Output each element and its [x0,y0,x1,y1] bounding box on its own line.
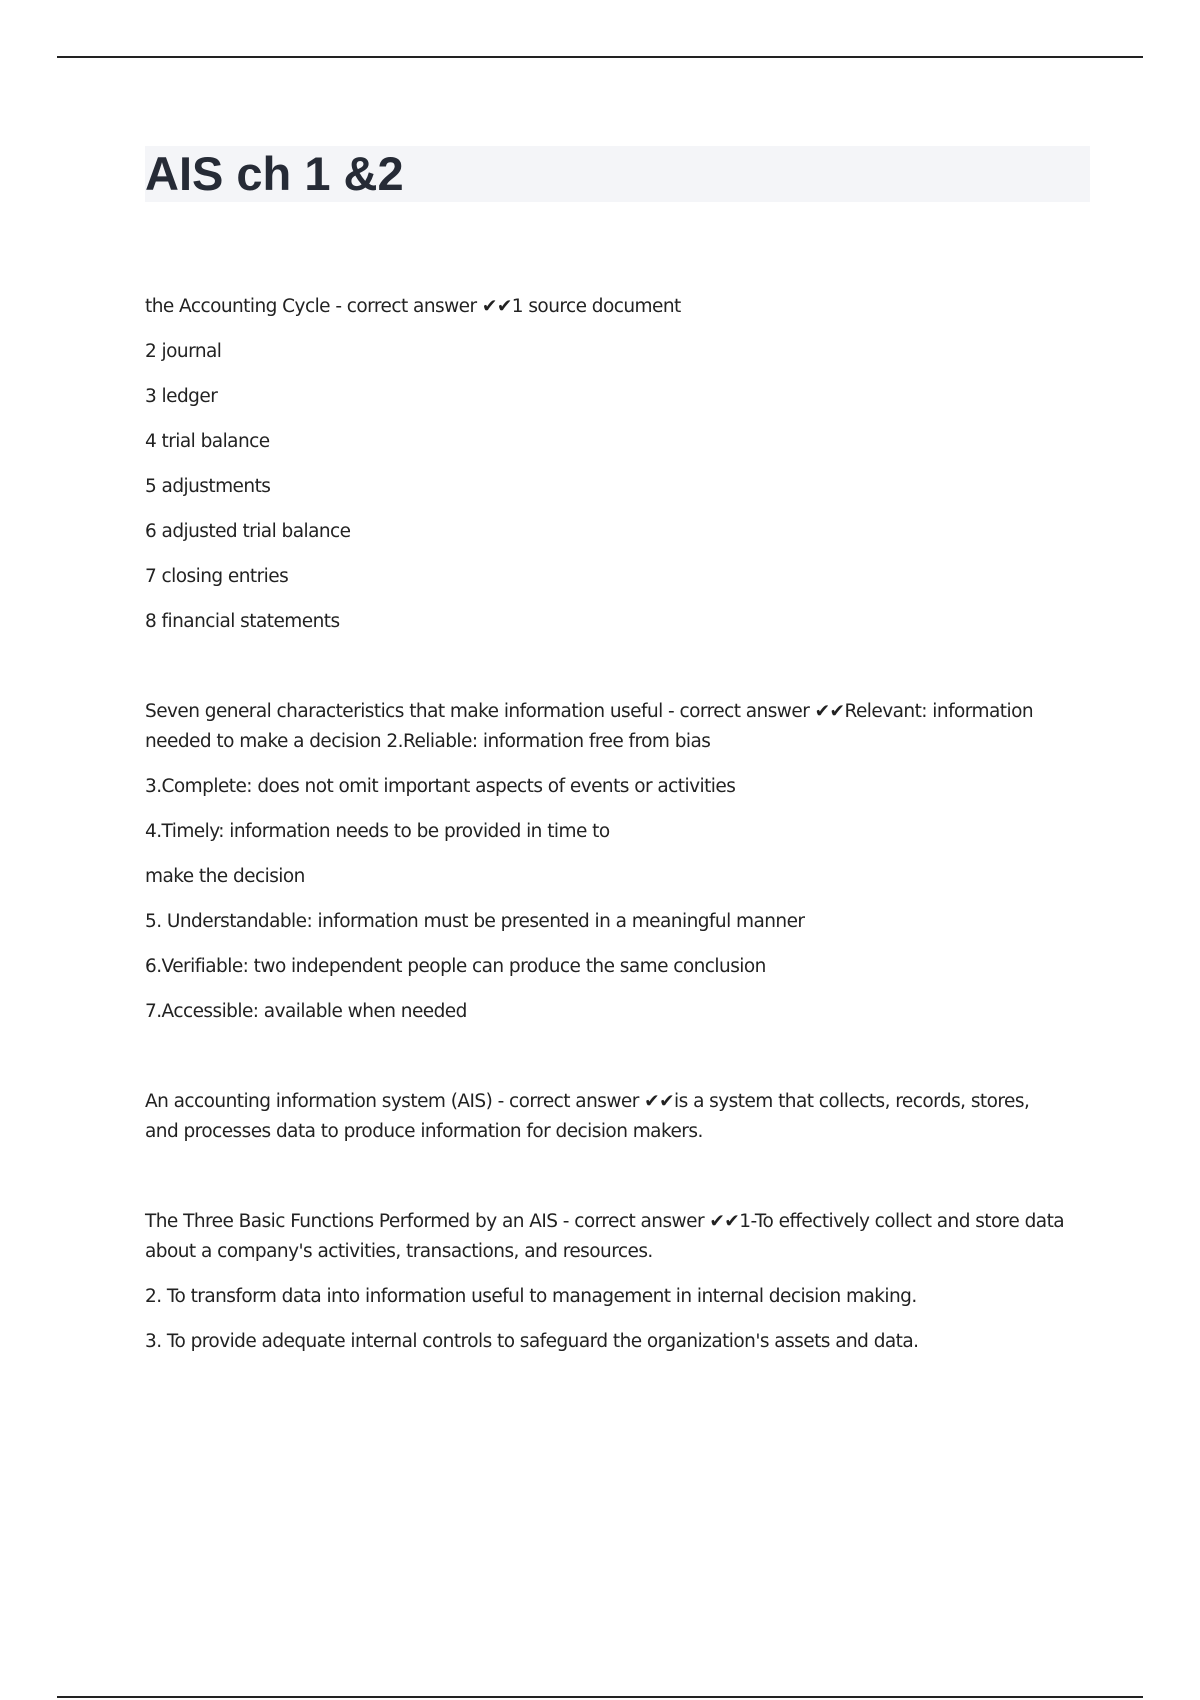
entry-line: An accounting information system (AIS) - correct answer ✔✔is a system that collects, records, stores, and processes data to produce information for decision makers. [145,1091,1030,1142]
entry-line: 7.Accessible: available when needed [145,1001,467,1022]
entry-line: 5 adjustments [145,476,271,497]
entry-line: the Accounting Cycle - correct answer ✔✔1 source document [145,296,681,317]
entry-line: 8 financial statements [145,611,340,632]
page-title: AIS ch 1 &2 [145,147,404,200]
document-body [145,292,1065,1357]
entry-spacer [145,1027,1065,1087]
top-rule [57,56,1143,58]
qa-entry-accounting-cycle [145,292,1065,637]
entry-line: The Three Basic Functions Performed by an AIS - correct answer ✔✔1-To effectively collect and store data about a company's activities, transactions, and resources. [145,1211,1065,1262]
entry-line: 7 closing entries [145,566,289,587]
entry-line: 2 journal [145,341,222,362]
entry-line: Seven general characteristics that make information useful - correct answer ✔✔Relevant: information needed to make a decision 2.Reliable: information free from bias [145,701,1034,752]
entry-line: 4 trial balance [145,431,270,452]
entry-line: 3 ledger [145,386,218,407]
entry-line: 6 adjusted trial balance [145,521,351,542]
entry-line: 3. To provide adequate internal controls to safeguard the organization's assets and data. [145,1331,919,1352]
entry-line: 2. To transform data into information useful to management in internal decision making. [145,1286,917,1307]
entry-spacer [145,1147,1065,1207]
entry-line: 5. Understandable: information must be presented in a meaningful manner [145,911,805,932]
entry-line: 6.Verifiable: two independent people can produce the same conclusion [145,956,766,977]
entry-line: make the decision [145,866,305,887]
qa-entry-ais-functions [145,1207,1065,1357]
entry-spacer [145,637,1065,697]
qa-entry-information-characteristics [145,697,1065,1027]
bottom-rule [57,1696,1143,1698]
entry-line: 4.Timely: information needs to be provided in time to [145,821,610,842]
entry-line: 3.Complete: does not omit important aspects of events or activities [145,776,736,797]
qa-entry-ais-definition [145,1087,1065,1147]
